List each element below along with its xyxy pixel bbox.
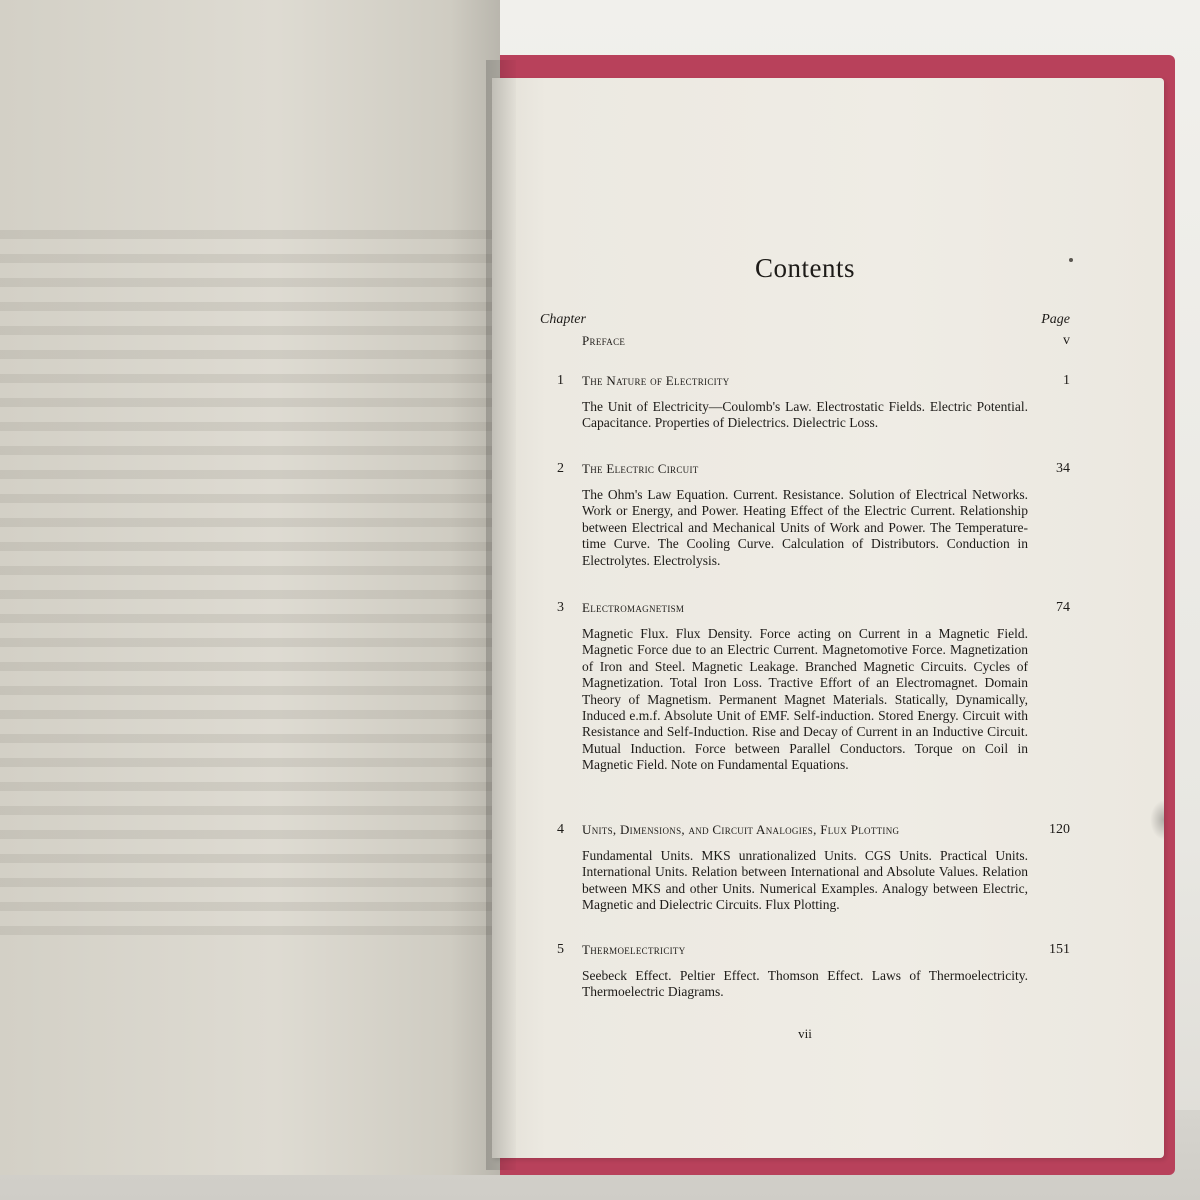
page-edge-shadow bbox=[1150, 800, 1164, 840]
chapter-description: Magnetic Flux. Flux Density. Force acting on Current in a Magnetic Field. Magnetic Force due to an Electric Current. Magnetomotive Force. Magnetization of Iron and Steel. Magnetic Leakage. Branched Magnetic Circuits. Cycles of Magnetization. Total Iron Loss. Tractive Effort of an Electromagnet. Domain Theory of Magnetism. Permanent Magnet Materials. Statically, Dynamically, Induced e.m.f. Absolute Unit of EMF. Self-induction. Stored Energy. Circuit with Resistance and Self-Induction. Rise and Decay of Current in an Inductive Circuit. Mutual Induction. Force between Parallel Conductors. Torque on Coil in Magnetic Field. Note on Fundamental Equations. bbox=[582, 626, 1028, 773]
chapter-title: Units, Dimensions, and Circuit Analogies, Flux Plotting bbox=[582, 822, 900, 837]
chapter-number: 4 bbox=[557, 822, 564, 837]
chapter-title: Electromagnetism bbox=[582, 600, 685, 615]
toc-entry-chapter-4 bbox=[540, 822, 1070, 914]
show-through-text bbox=[0, 230, 500, 950]
toc-entry-preface bbox=[540, 333, 1070, 351]
page-speck bbox=[1069, 258, 1073, 262]
left-page bbox=[0, 0, 500, 1175]
chapter-number: 3 bbox=[557, 600, 564, 615]
chapter-description: The Ohm's Law Equation. Current. Resistance. Solution of Electrical Networks. Work or Energy, and Power. Heating Effect of the Electric Current. Relationship between Electrical and Mechanical Units of Work and Power. The Temperature-time Curve. The Cooling Curve. Calculation of Distributors. Conduction in Electrolytes. Electrolysis. bbox=[582, 487, 1028, 568]
page-folio: vii bbox=[798, 1026, 812, 1041]
chapter-number: 2 bbox=[557, 461, 564, 476]
page-column-label: Page bbox=[1041, 312, 1070, 327]
chapter-description: The Unit of Electricity—Coulomb's Law. Electrostatic Fields. Electric Potential. Capacitance. Properties of Dielectrics. Dielectric Loss. bbox=[582, 399, 1028, 431]
chapter-title: The Electric Circuit bbox=[582, 461, 699, 476]
toc-entry-title: Preface bbox=[582, 333, 626, 348]
chapter-number: 5 bbox=[557, 942, 564, 957]
chapter-page: 34 bbox=[1056, 461, 1070, 476]
chapter-number: 1 bbox=[557, 373, 564, 388]
chapter-column-label: Chapter bbox=[540, 312, 586, 327]
chapter-description: Seebeck Effect. Peltier Effect. Thomson Effect. Laws of Thermoelectricity. Thermoelectric Diagrams. bbox=[582, 968, 1028, 1000]
chapter-page: 74 bbox=[1056, 600, 1070, 615]
toc-entry-chapter-3 bbox=[540, 600, 1070, 774]
toc-entry-page: v bbox=[1063, 333, 1070, 348]
chapter-description: Fundamental Units. MKS unrationalized Units. CGS Units. Practical Units. International Units. Relation between International and Absolute Values. Relation between MKS and other Units. Numerical Examples. Analogy between Electric, Magnetic and Dielectric Circuits. Flux Plotting. bbox=[582, 848, 1028, 913]
toc-entry-chapter-1 bbox=[540, 373, 1070, 432]
chapter-page: 120 bbox=[1049, 822, 1070, 837]
chapter-title: The Nature of Electricity bbox=[582, 373, 730, 388]
book-gutter-shadow bbox=[486, 60, 516, 1170]
chapter-title: Thermoelectricity bbox=[582, 942, 686, 957]
chapter-page: 1 bbox=[1063, 373, 1070, 388]
page-title: Contents bbox=[754, 253, 855, 283]
toc-entry-chapter-5 bbox=[540, 942, 1070, 1001]
chapter-page: 151 bbox=[1049, 942, 1070, 957]
toc-entry-chapter-2 bbox=[540, 461, 1070, 569]
